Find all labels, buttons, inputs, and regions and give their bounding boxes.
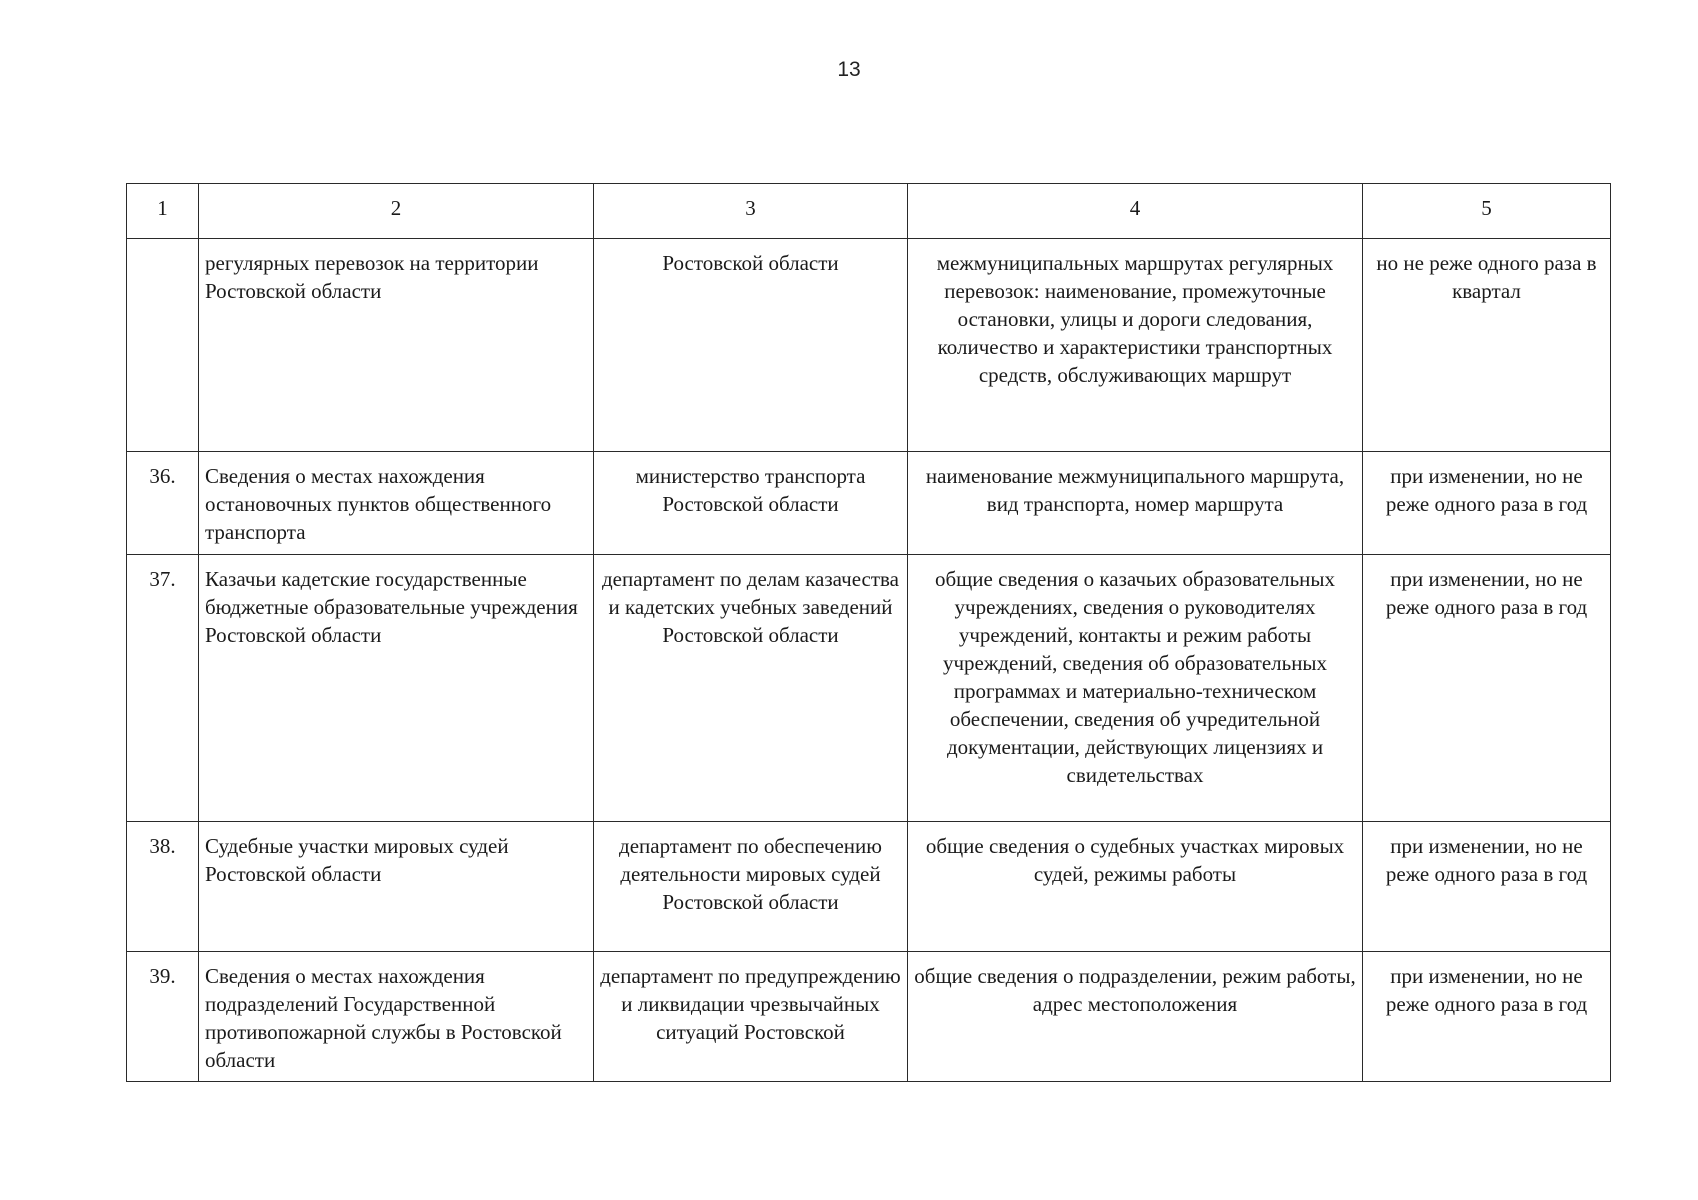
row-number: 36.: [127, 452, 199, 555]
row-name: Сведения о местах нахождения остановочных пунктов общественного транспорта: [199, 452, 594, 555]
row-name: Судебные участки мировых судей Ростовской области: [199, 822, 594, 952]
row-number: [127, 239, 199, 452]
row-number: 38.: [127, 822, 199, 952]
row-content: общие сведения о казачьих образовательных учреждениях, сведения о руководителях учреждений, контакты и режим работы учреждений, сведения об образовательных программах и материально-техническом обеспечении, сведения об учредительной документации, действующих лицензиях и свидетельствах: [908, 555, 1363, 822]
header-col-4: 4: [908, 184, 1363, 239]
row-content: общие сведения о подразделении, режим работы, адрес местоположения: [908, 952, 1363, 1082]
row-content: межмуниципальных маршрутах регулярных перевозок: наименование, промежуточные остановки, улицы и дороги следования, количество и характеристики транспортных средств, обслуживающих маршрут: [908, 239, 1363, 452]
row-number: 37.: [127, 555, 199, 822]
table-row: [127, 822, 1611, 952]
header-col-3: 3: [594, 184, 908, 239]
table-header-row: [127, 184, 1611, 239]
row-name: Казачьи кадетские государственные бюджетные образовательные учреждения Ростовской области: [199, 555, 594, 822]
table-row: [127, 452, 1611, 555]
page-number: 13: [837, 58, 861, 81]
table-row: [127, 952, 1611, 1082]
row-authority: Ростовской области: [594, 239, 908, 452]
row-frequency: при изменении, но не реже одного раза в год: [1363, 452, 1611, 555]
row-frequency: при изменении, но не реже одного раза в год: [1363, 822, 1611, 952]
row-content: общие сведения о судебных участках мировых судей, режимы работы: [908, 822, 1363, 952]
row-content: наименование межмуниципального маршрута, вид транспорта, номер маршрута: [908, 452, 1363, 555]
row-frequency: но не реже одного раза в квартал: [1363, 239, 1611, 452]
row-frequency: при изменении, но не реже одного раза в год: [1363, 952, 1611, 1082]
row-authority: департамент по делам казачества и кадетских учебных заведений Ростовской области: [594, 555, 908, 822]
registry-table: [126, 183, 1611, 1082]
table-row: [127, 555, 1611, 822]
row-number: 39.: [127, 952, 199, 1082]
row-authority: департамент по предупреждению и ликвидации чрезвычайных ситуаций Ростовской: [594, 952, 908, 1082]
header-col-5: 5: [1363, 184, 1611, 239]
table-row: [127, 239, 1611, 452]
row-frequency: при изменении, но не реже одного раза в год: [1363, 555, 1611, 822]
row-authority: департамент по обеспечению деятельности мировых судей Ростовской области: [594, 822, 908, 952]
row-name: Сведения о местах нахождения подразделений Государственной противопожарной службы в Ростовской области: [199, 952, 594, 1082]
row-authority: министерство транспорта Ростовской области: [594, 452, 908, 555]
header-col-2: 2: [199, 184, 594, 239]
row-name: регулярных перевозок на территории Ростовской области: [199, 239, 594, 452]
header-col-1: 1: [127, 184, 199, 239]
